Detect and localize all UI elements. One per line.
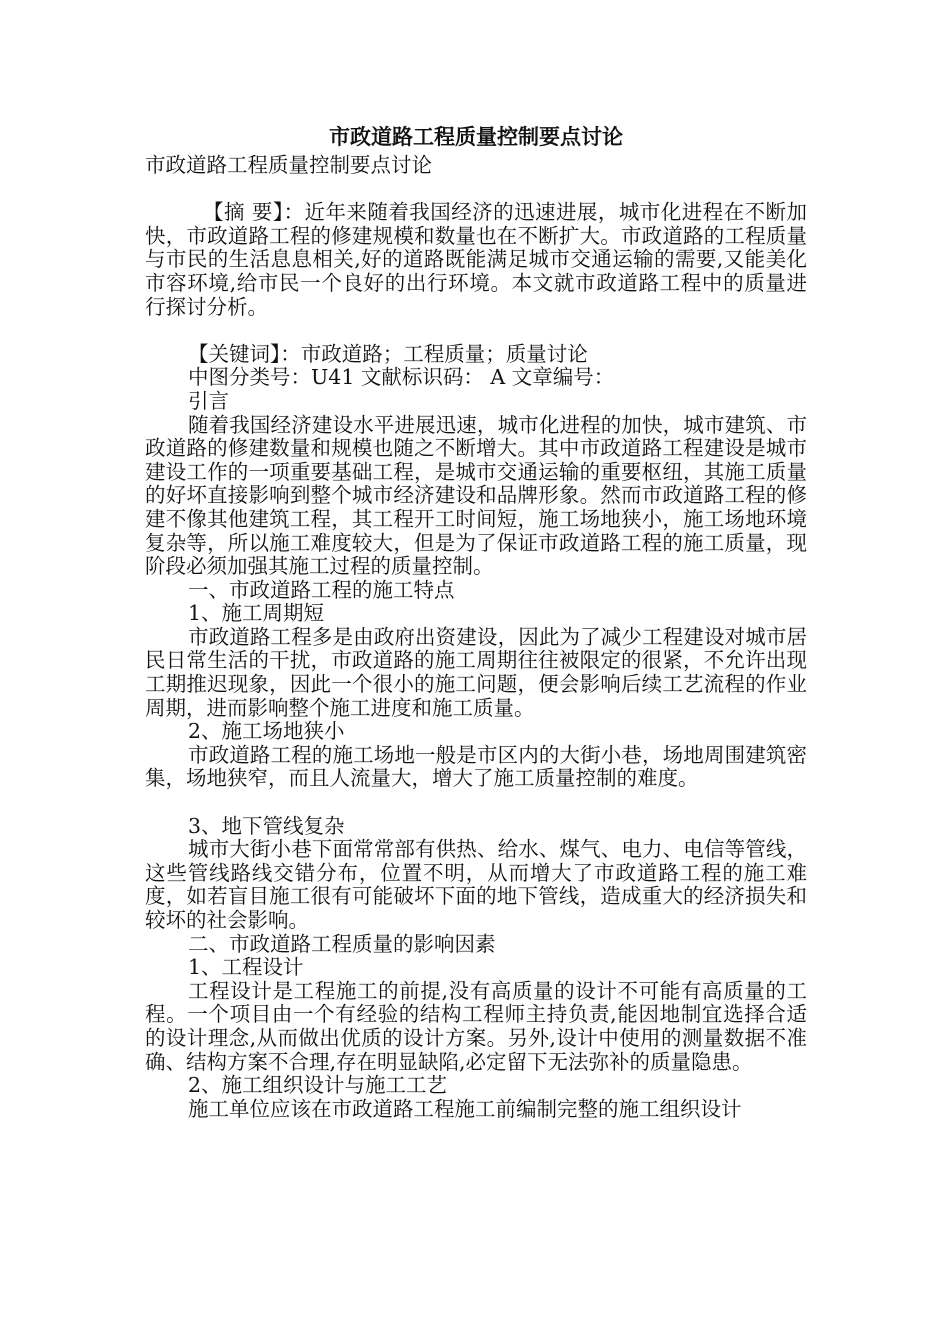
spacer bbox=[145, 178, 807, 202]
subsection-1-1-heading: 1、施工周期短 bbox=[188, 601, 325, 626]
subsection-1-3-heading: 3、地下管线复杂 bbox=[188, 813, 345, 838]
section-1-heading: 一、市政道路工程的施工特点 bbox=[188, 577, 455, 602]
spacer bbox=[145, 791, 807, 815]
intro-paragraph: 随着我国经济建设水平进展迅速，城市化进程的加快，城市建筑、市政道路的修建数量和规模也随之不断增大。其中市政道路工程建设是城市建设工作的一项重要基础工程，是城市交通运输的重要枢纽，其施工质量的好坏直接影响到整个城市经济建设和品牌形象。然而市政道路工程的修建不像其他建筑工程，其工程开工时间短，施工场地狭小，施工场地环境复杂等，所以施工难度较大，但是为了保证市政道路工程的施工质量，现阶段必须加强其施工过程的质量控制。 bbox=[145, 412, 807, 579]
subsection-2-1-paragraph: 工程设计是工程施工的前提,没有高质量的设计不可能有高质量的工程。一个项目由一个有经验的结构工程师主持负责,能因地制宜选择合适的设计理念,从而做出优质的设计方案。另外,设计中使用的测量数据不准确、结构方案不合理,存在明显缺陷,必定留下无法弥补的质量隐患。 bbox=[145, 978, 807, 1074]
document-page bbox=[145, 120, 807, 1121]
document-title: 市政道路工程质量控制要点讨论 bbox=[329, 124, 623, 149]
subsection-1-3-paragraph: 城市大街小巷下面常常部有供热、给水、煤气、电力、电信等管线，这些管线路线交错分布，位置不明，从而增大了市政道路工程的施工难度，如若盲目施工很有可能破坏下面的地下管线，造成重大的经济损失和较坏的社会影响。 bbox=[145, 837, 807, 932]
spacer bbox=[145, 319, 807, 343]
classification-line: 中图分类号：U41 文献标识码： A 文章编号： bbox=[188, 365, 615, 390]
section-2-heading: 二、市政道路工程质量的影响因素 bbox=[188, 931, 496, 956]
document-subtitle: 市政道路工程质量控制要点讨论 bbox=[145, 153, 432, 177]
intro-heading: 引言 bbox=[188, 388, 229, 413]
subsection-1-1-paragraph: 市政道路工程多是由政府出资建设，因此为了减少工程建设对城市居民日常生活的干扰，市政道路的施工周期往往被限定的很紧，不允许出现工期推迟现象，因此一个很小的施工问题，便会影响后续工艺流程的作业周期，进而影响整个施工进度和施工质量。 bbox=[145, 624, 807, 720]
subsection-1-2-paragraph: 市政道路工程的施工场地一般是市区内的大街小巷，场地周围建筑密集，场地狭窄，而且人流量大，增大了施工质量控制的难度。 bbox=[145, 742, 807, 791]
subsection-2-2-heading: 2、施工组织设计与施工工艺 bbox=[188, 1073, 448, 1098]
abstract-paragraph: 【摘 要】：近年来随着我国经济的迅速进展，城市化进程在不断加快，市政道路工程的修建规模和数量也在不断扩大。市政道路的工程质量与市民的生活息息相关,好的道路既能满足城市交通运输的需要,又能美化市容环境,给市民一个良好的出行环境。本文就市政道路工程中的质量进行探讨分析。 bbox=[145, 200, 807, 319]
subsection-1-2-heading: 2、施工场地狭小 bbox=[188, 719, 345, 744]
keywords-line: 【关键词】：市政道路；工程质量；质量讨论 bbox=[188, 341, 588, 366]
subsection-2-2-paragraph: 施工单位应该在市政道路工程施工前编制完整的施工组织设计 bbox=[188, 1096, 742, 1121]
subsection-2-1-heading: 1、工程设计 bbox=[188, 955, 304, 980]
